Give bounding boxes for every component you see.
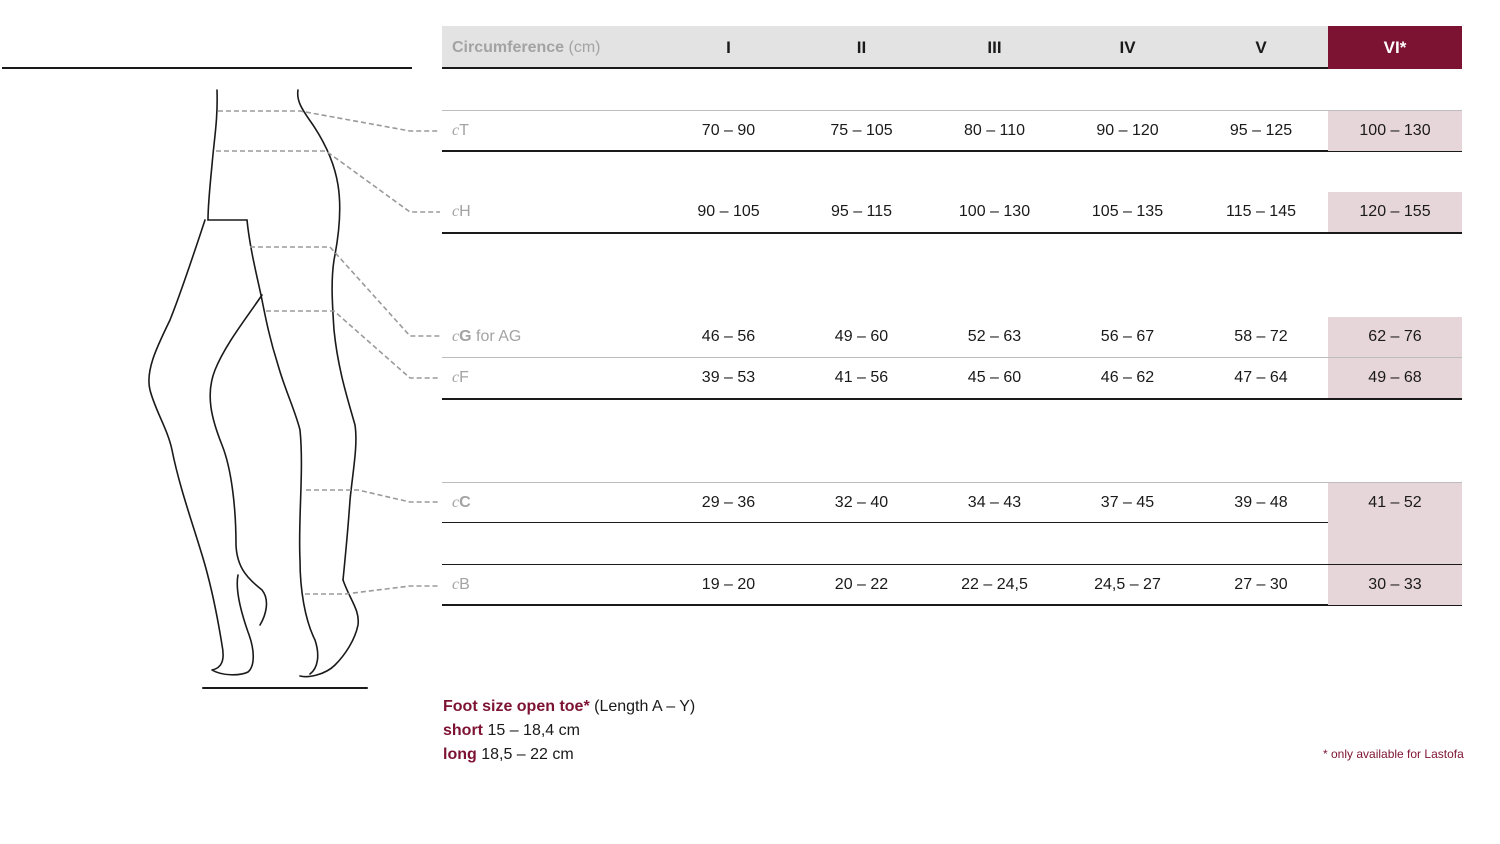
guide-cG <box>250 247 440 336</box>
row-label: cB <box>452 576 470 593</box>
header-label: Circumference (cm) <box>452 39 601 56</box>
table-cell: 24,5 – 27 <box>1094 576 1161 593</box>
table-cell-highlight: 100 – 130 <box>1328 111 1462 151</box>
table-row-cF <box>442 358 1462 400</box>
guide-cF <box>266 311 440 378</box>
table-cell: 52 – 63 <box>967 328 1022 345</box>
table-cell: 32 – 40 <box>834 494 889 511</box>
front-leg-outline <box>149 220 253 675</box>
table-cell: 100 – 130 <box>958 203 1031 220</box>
header-size-3: III <box>987 38 1002 57</box>
guide-cC <box>306 490 440 502</box>
table-cell-highlight: 62 – 76 <box>1328 317 1462 357</box>
table-cell: 29 – 36 <box>701 494 756 511</box>
table-cell: 46 – 62 <box>1100 369 1155 386</box>
foot-size-short: short 15 – 18,4 cm <box>443 722 580 739</box>
table-cell: 20 – 22 <box>834 576 889 593</box>
row-label: cH <box>452 203 471 220</box>
row-label: cG for AG <box>452 328 522 345</box>
leg-illustration <box>0 0 445 700</box>
header-size-4: IV <box>1119 38 1136 57</box>
table-cell: 46 – 56 <box>701 328 756 345</box>
table-row-cH <box>442 192 1462 234</box>
header-size-5: V <box>1255 38 1267 57</box>
table-cell: 47 – 64 <box>1234 369 1288 386</box>
table-cell: 39 – 53 <box>701 369 756 386</box>
table-cell: 39 – 48 <box>1234 494 1288 511</box>
table-header <box>442 26 1462 69</box>
guide-cT <box>218 111 440 131</box>
table-cell: 95 – 115 <box>830 203 893 220</box>
empty-highlight-cell <box>1328 523 1462 564</box>
table-cell: 58 – 72 <box>1234 328 1288 345</box>
table-cell: 115 – 145 <box>1226 203 1296 220</box>
front-leg-inner <box>247 220 318 674</box>
table-row-cB <box>442 564 1462 606</box>
table-cell-highlight: 30 – 33 <box>1328 565 1462 605</box>
table-cell: 95 – 125 <box>1229 122 1293 139</box>
foot-size-long: long 18,5 – 22 cm <box>443 746 574 763</box>
header-size-2: II <box>856 38 867 57</box>
table-cell: 90 – 105 <box>697 203 760 220</box>
table-cell-highlight: 120 – 155 <box>1328 192 1462 232</box>
row-label: cC <box>452 494 471 511</box>
table-cell-highlight: 49 – 68 <box>1328 358 1462 398</box>
table-cell: 80 – 110 <box>963 122 1026 139</box>
table-cell-highlight: 41 – 52 <box>1328 483 1462 523</box>
table-cell: 56 – 67 <box>1100 328 1155 345</box>
table-row-cG <box>442 317 1462 358</box>
table-cell: 41 – 56 <box>834 369 889 386</box>
header-size-1: I <box>726 38 731 57</box>
row-label: cT <box>452 122 469 139</box>
foot-size-info <box>443 695 695 767</box>
leg-outline-right-back <box>298 90 356 580</box>
row-label: cF <box>452 369 469 386</box>
table-cell: 49 – 60 <box>834 328 889 345</box>
guide-cB <box>305 586 440 594</box>
header-size-6: VI* <box>1328 26 1462 69</box>
table-cell: 105 – 135 <box>1091 203 1164 220</box>
foot-size-title: Foot size open toe* (Length A – Y) <box>443 698 696 715</box>
table-row-cT <box>442 110 1462 152</box>
availability-footnote: * only available for Lastofa <box>1323 747 1464 761</box>
table-cell: 34 – 43 <box>967 494 1022 511</box>
guide-cH <box>216 151 440 212</box>
table-cell: 90 – 120 <box>1096 122 1159 139</box>
table-cell: 27 – 30 <box>1234 576 1288 593</box>
table-cell: 45 – 60 <box>967 369 1022 386</box>
table-cell: 37 – 45 <box>1100 494 1155 511</box>
table-cell: 75 – 105 <box>830 122 893 139</box>
table-cell: 22 – 24,5 <box>961 576 1028 593</box>
table-cell: 19 – 20 <box>701 576 756 593</box>
table-row-cC <box>442 482 1462 523</box>
hip-outline-left <box>208 90 217 220</box>
table-cell: 70 – 90 <box>701 122 756 139</box>
